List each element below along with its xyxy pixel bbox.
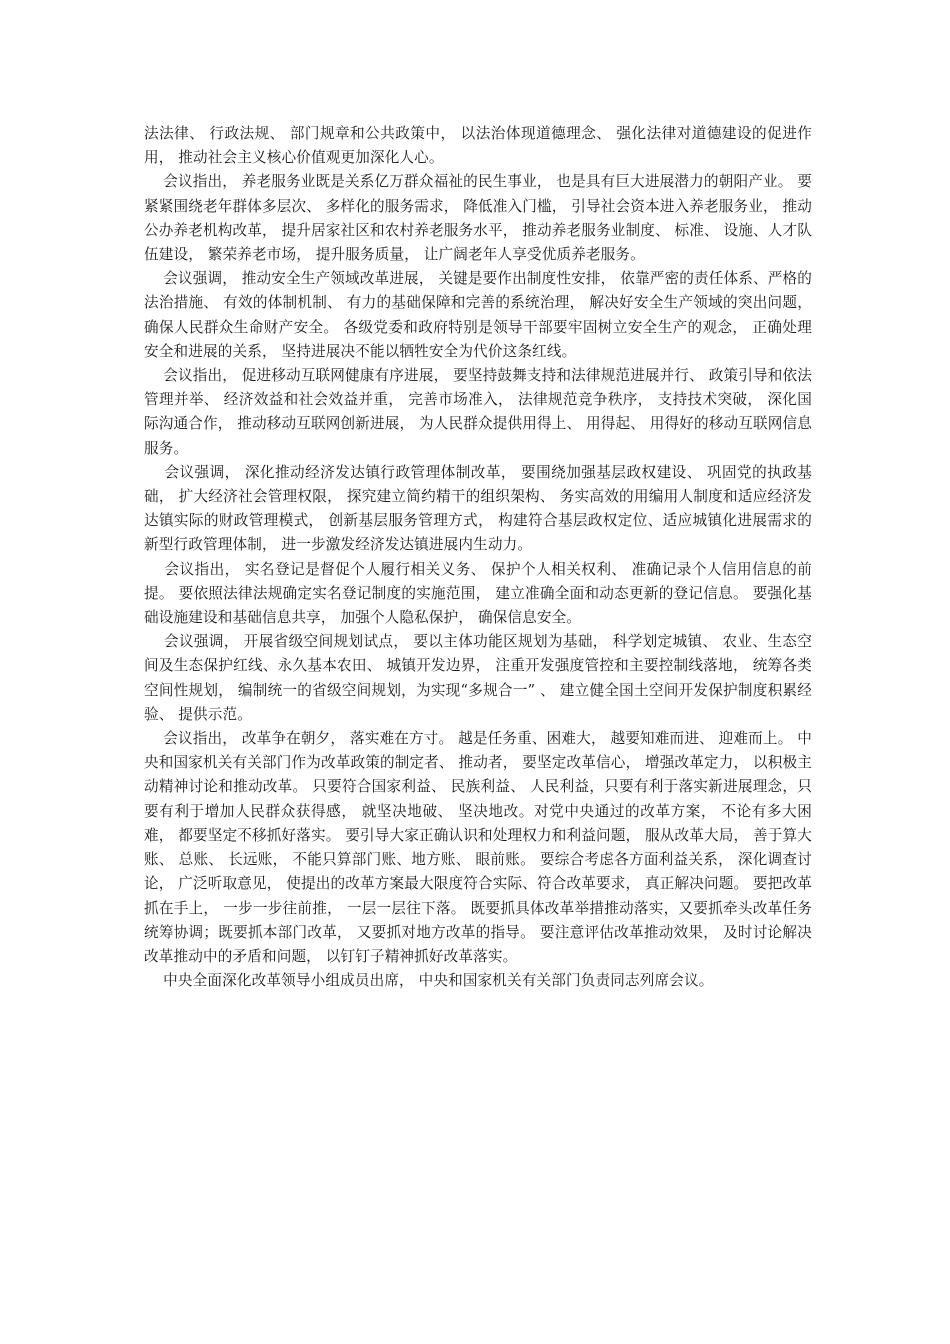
paragraph-attendance: 中央全面深化改革领导小组成员出席， 中央和国家机关有关部门负责同志列席会议。 — [144, 972, 714, 990]
paragraph-town-administration: 会议强调， 深化推动经济发达镇行政管理体制改革， 要围绕加强基层政权建设、 巩固党的执政基础， 扩大经济社会管理权限， 探究建立简约精干的组织架构、 务实高效的用编用人制度和适应经济发达镇实际的财政管理模式， 创新基层服务管理方式， 构建符合基层政权定位、适应城镇化进展需求的新型行政管理体制， 进一步激发经济发达镇进展内生动力。 — [144, 463, 813, 554]
paragraph-real-name-registration: 会议指出， 实名登记是督促个人履行相关义务、 保护个人相关权利、 准确记录个人信用信息的前提。 要依照法律法规确定实名登记制度的实施范围， 建立准确全面和动态更新的登记信息。 要强化基础设施建设和基础信息共享， 加强个人隐私保护， 确保信息安全。 — [144, 560, 813, 627]
paragraph-work-safety: 会议强调， 推动安全生产领域改革进展， 关键是要作出制度性安排， 依靠严密的责任体系、严格的法治措施、 有效的体制机制、 有力的基础保障和完善的系统治理， 解决好安全生产领域的突出问题， 确保人民群众生命财产安全。 各级党委和政府特别是领导干部要牢固树立安全生产的观念， 正确处理安全和进展的关系， 坚持进展决不能以牺牲安全为代价这条红线。 — [144, 270, 817, 360]
paragraph-elderly-care: 会议指出， 养老服务业既是关系亿万群众福祉的民生事业， 也是具有巨大进展潜力的朝阳产业。 要紧紧围绕老年群体多层次、 多样化的服务需求， 降低准入门槛， 引导社会资本进入养老服务业， 推动公办养老机构改革， 提升居家社区和农村养老服务水平， 推动养老服务业制度、 标准、 设施、人才队伍建设， 繁荣养老市场， 提升服务质量， 让广阔老年人享受优质养老服务。 — [144, 173, 812, 264]
paragraph-spatial-planning: 会议强调， 开展省级空间规划试点， 要以主体功能区规划为基础， 科学划定城镇、 农业、生态空间及生态保护红线、永久基本农田、 城镇开发边界， 注重开发强度管控和主要控制线落地， 统筹各类空间性规划， 编制统一的省级空间规划，为实现“多规合一” 、 建立健全国土空间开发保护制度积累经验、 提供示范。 — [144, 633, 812, 723]
paragraph-reform-implementation: 会议指出， 改革争在朝夕， 落实难在方寸。 越是任务重、困难大， 越要知难而进、 迎难而上。 中央和国家机关有关部门作为改革政策的制定者、 推动者， 要坚定改革信心， 增强改革定力， 以积极主动精神讨论和推动改革。 只要符合国家利益、 民族利益、 人民利益，只要有利于落实新进展理念，只要有利于增加人民群众获得感， 就坚决地破、 坚决地改。对党中央通过的改革方案， 不论有多大困难， 都要坚定不移抓好落实。 要引导大家正确认识和处理权力和利益问题， 服从改革大局， 善于算大账、 总账、 长远账， 不能只算部门账、地方账、 眼前账。 要综合考虑各方面利益关系， 深化调查讨论， 广泛听取意见， 使提出的改革方案最大限度符合实际、符合改革要求， 真正解决问题。 要把改革抓在手上， 一步一步往前推， 一层一层往下落。 既要抓具体改革举措推动落实，又要抓牵头改革任务统筹协调；既要抓本部门改革， 又要抓对地方改革的指导。 要注意评估改革推动效果， 及时讨论解决改革推动中的矛盾和问题， 以钉钉子精神抓好改革落实。 — [144, 730, 813, 965]
document-body — [144, 122, 817, 993]
paragraph-mobile-internet: 会议指出， 促进移动互联网健康有序进展， 要坚持鼓舞支持和法律规范进展并行、 政策引导和依法管理并举、 经济效益和社会效益并重， 完善市场准入， 法律规范竞争秩序， 支持技术突破， 深化国际沟通合作， 推动移动互联网创新进展， 为人民群众提供用得上、 用得起、 用得好的移动互联网信息服务。 — [144, 367, 812, 457]
paragraph-rule-of-law: 法法律、 行政法规、 部门规章和公共政策中， 以法治体现道德理念、 强化法律对道德建设的促进作用， 推动社会主义核心价值观更加深化人心。 — [144, 125, 812, 167]
